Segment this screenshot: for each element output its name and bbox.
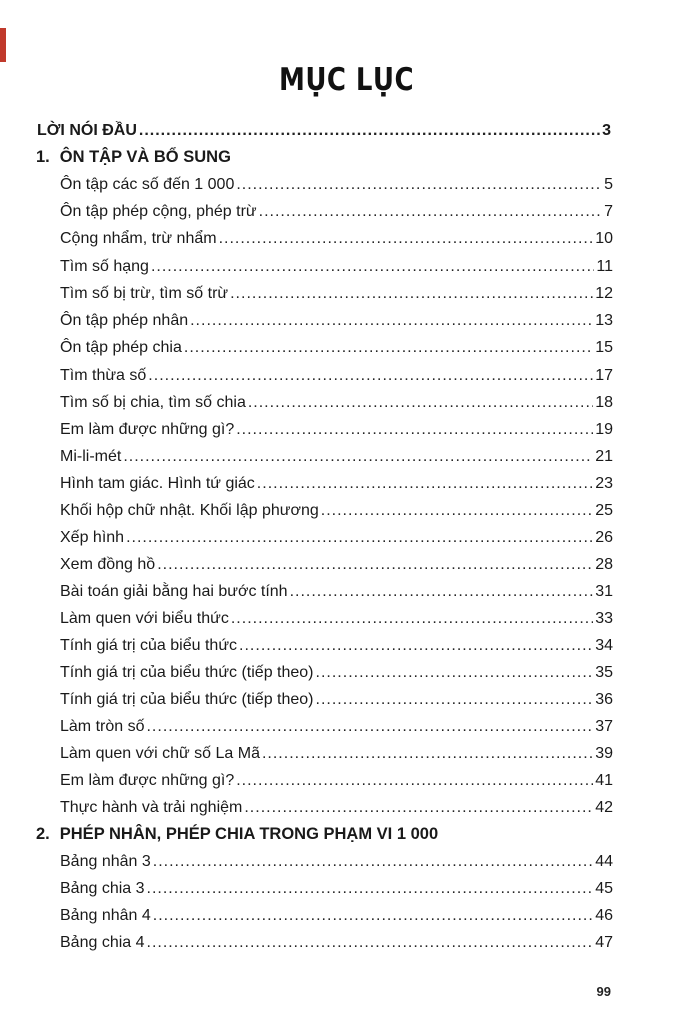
toc-entry-page: 15 [595, 339, 613, 356]
toc-entry-page: 41 [595, 772, 613, 789]
toc-entry [60, 171, 613, 199]
page-title: MỤC LỤC [278, 62, 415, 98]
toc-entry [60, 416, 613, 444]
toc-leader-dots [147, 875, 594, 903]
toc-entry-label: Xếp hình [60, 529, 125, 546]
toc-entry-page: 37 [595, 718, 613, 735]
toc-entry-page: 39 [595, 745, 613, 762]
toc-entry-label: Tính giá trị của biểu thức [60, 637, 238, 654]
toc-entry [60, 686, 613, 714]
toc-entry-label: Làm tròn số [60, 718, 145, 735]
toc-entry [60, 875, 613, 903]
toc-entry-page: 47 [595, 934, 613, 951]
page-number: 99 [596, 984, 611, 999]
toc-entry-page: 35 [595, 664, 613, 681]
toc-leader-dots [239, 632, 593, 660]
toc-entry-page: 11 [596, 258, 613, 275]
toc-entry [60, 198, 613, 226]
toc-entry [60, 470, 613, 498]
toc-entry [60, 443, 613, 471]
toc-entry-label: Cộng nhẩm, trừ nhẩm [60, 230, 217, 247]
toc-entry [60, 497, 613, 525]
chapter-title: PHÉP NHÂN, PHÉP CHIA TRONG PHẠM VI 1 000 [59, 825, 439, 843]
toc-entry-label: Tìm thừa số [60, 367, 147, 384]
toc-entry-label: Em làm được những gì? [60, 772, 235, 789]
toc-entry [60, 362, 613, 390]
toc-entry [60, 902, 613, 930]
toc-leader-dots [153, 902, 593, 930]
toc-leader-dots [139, 117, 600, 145]
toc-leader-dots [236, 171, 602, 199]
toc-entry [60, 253, 613, 281]
toc-entry-page: 21 [595, 448, 613, 465]
toc-entry [60, 389, 613, 417]
toc-entry-label: Ôn tập phép nhân [60, 312, 189, 329]
toc-entry-page: 12 [595, 285, 613, 302]
toc-entry [60, 307, 613, 335]
toc-entry-label: Bài toán giải bằng hai bước tính [60, 583, 288, 600]
toc-leader-dots [236, 767, 593, 795]
toc-entry-page: 10 [595, 230, 613, 247]
toc-entry-label: Bảng nhân 3 [60, 853, 151, 870]
toc-leader-dots [259, 198, 602, 226]
page-edge-mark [0, 28, 6, 62]
toc-leader-dots [151, 253, 594, 281]
toc-leader-dots [230, 280, 593, 308]
toc-entry-page: 42 [595, 799, 613, 816]
toc-entry-page: 26 [595, 529, 613, 546]
toc-leader-dots [316, 659, 594, 687]
toc-entry-label: Thực hành và trải nghiệm [60, 799, 243, 816]
toc-leader-dots [219, 225, 594, 253]
toc-entry-page: 28 [595, 556, 613, 573]
toc-entry-label: Tính giá trị của biểu thức (tiếp theo) [60, 691, 314, 708]
toc-leader-dots [123, 443, 593, 471]
toc-leader-dots [316, 686, 594, 714]
toc-leader-dots [190, 307, 593, 335]
toc-entry-label: Ôn tập phép chia [60, 339, 182, 356]
toc-entry-page: 7 [604, 203, 613, 220]
toc-entry-page: 5 [604, 176, 613, 193]
toc-entry-page: 25 [595, 502, 613, 519]
toc-entry-label: Tìm số hạng [60, 258, 149, 275]
chapter-number: 2. [36, 825, 50, 843]
toc-entry-page: 46 [595, 907, 613, 924]
toc-entry-label: Làm quen với chữ số La Mã [60, 745, 260, 762]
toc-entry-page: 34 [595, 637, 613, 654]
toc-entry [60, 794, 613, 822]
toc-leader-dots [290, 578, 594, 606]
toc-entry-label: Xem đồng hồ [60, 556, 156, 573]
chapter-number: 1. [36, 148, 50, 166]
toc-entry-page: 13 [595, 312, 613, 329]
toc-entry [60, 848, 613, 876]
toc-leader-dots [244, 794, 593, 822]
toc-entry [60, 605, 613, 633]
toc-entry-page: 23 [595, 475, 613, 492]
chapter-heading-2 [36, 820, 438, 848]
toc-leader-dots [147, 929, 594, 957]
toc-entry-label: Hình tam giác. Hình tứ giác [60, 475, 255, 492]
toc-leader-dots [321, 497, 593, 525]
toc-entry-label: Bảng chia 3 [60, 880, 145, 897]
toc-entry-label: Tính giá trị của biểu thức (tiếp theo) [60, 664, 314, 681]
toc-entry-label: Tìm số bị trừ, tìm số trừ [60, 285, 229, 302]
toc-entry [60, 632, 613, 660]
toc-leader-dots [231, 605, 593, 633]
toc-entry [60, 280, 613, 308]
toc-entry-page: 44 [595, 853, 613, 870]
toc-leader-dots [262, 740, 593, 768]
toc-entry [60, 225, 613, 253]
toc-preface-page: 3 [602, 122, 611, 139]
toc-preface-label: LỜI NÓI ĐẦU [37, 122, 137, 139]
toc-leader-dots [248, 389, 593, 417]
toc-leader-dots [126, 524, 593, 552]
toc-leader-dots [184, 334, 593, 362]
toc-preface [37, 117, 611, 145]
toc-entry-page: 17 [595, 367, 613, 384]
toc-entry-page: 33 [595, 610, 613, 627]
toc-leader-dots [146, 713, 593, 741]
toc-leader-dots [157, 551, 593, 579]
toc-entry-label: Ôn tập phép cộng, phép trừ [60, 203, 257, 220]
toc-entry-page: 19 [595, 421, 613, 438]
toc-entry [60, 551, 613, 579]
toc-entry [60, 929, 613, 957]
toc-entry-page: 36 [595, 691, 613, 708]
toc-entry-label: Ôn tập các số đến 1 000 [60, 176, 235, 193]
toc-leader-dots [148, 362, 593, 390]
toc-entry [60, 578, 613, 606]
toc-entry-label: Làm quen với biểu thức [60, 610, 229, 627]
toc-entry-label: Bảng chia 4 [60, 934, 145, 951]
toc-entry-page: 45 [595, 880, 613, 897]
toc-entry [60, 713, 613, 741]
chapter-heading-1 [36, 143, 231, 171]
toc-leader-dots [153, 848, 593, 876]
toc-entry [60, 659, 613, 687]
toc-leader-dots [257, 470, 593, 498]
toc-entry-label: Bảng nhân 4 [60, 907, 151, 924]
toc-entry-page: 18 [595, 394, 613, 411]
toc-entry [60, 740, 613, 768]
toc-entry-label: Mi-li-mét [60, 448, 122, 465]
chapter-title: ÔN TẬP VÀ BỔ SUNG [59, 148, 231, 166]
toc-entry [60, 767, 613, 795]
toc-entry-label: Tìm số bị chia, tìm số chia [60, 394, 246, 411]
toc-entry-label: Em làm được những gì? [60, 421, 235, 438]
toc-entry-label: Khối hộp chữ nhật. Khối lập phương [60, 502, 319, 519]
toc-leader-dots [236, 416, 593, 444]
toc-entry [60, 334, 613, 362]
toc-entry-page: 31 [595, 583, 613, 600]
toc-entry [60, 524, 613, 552]
